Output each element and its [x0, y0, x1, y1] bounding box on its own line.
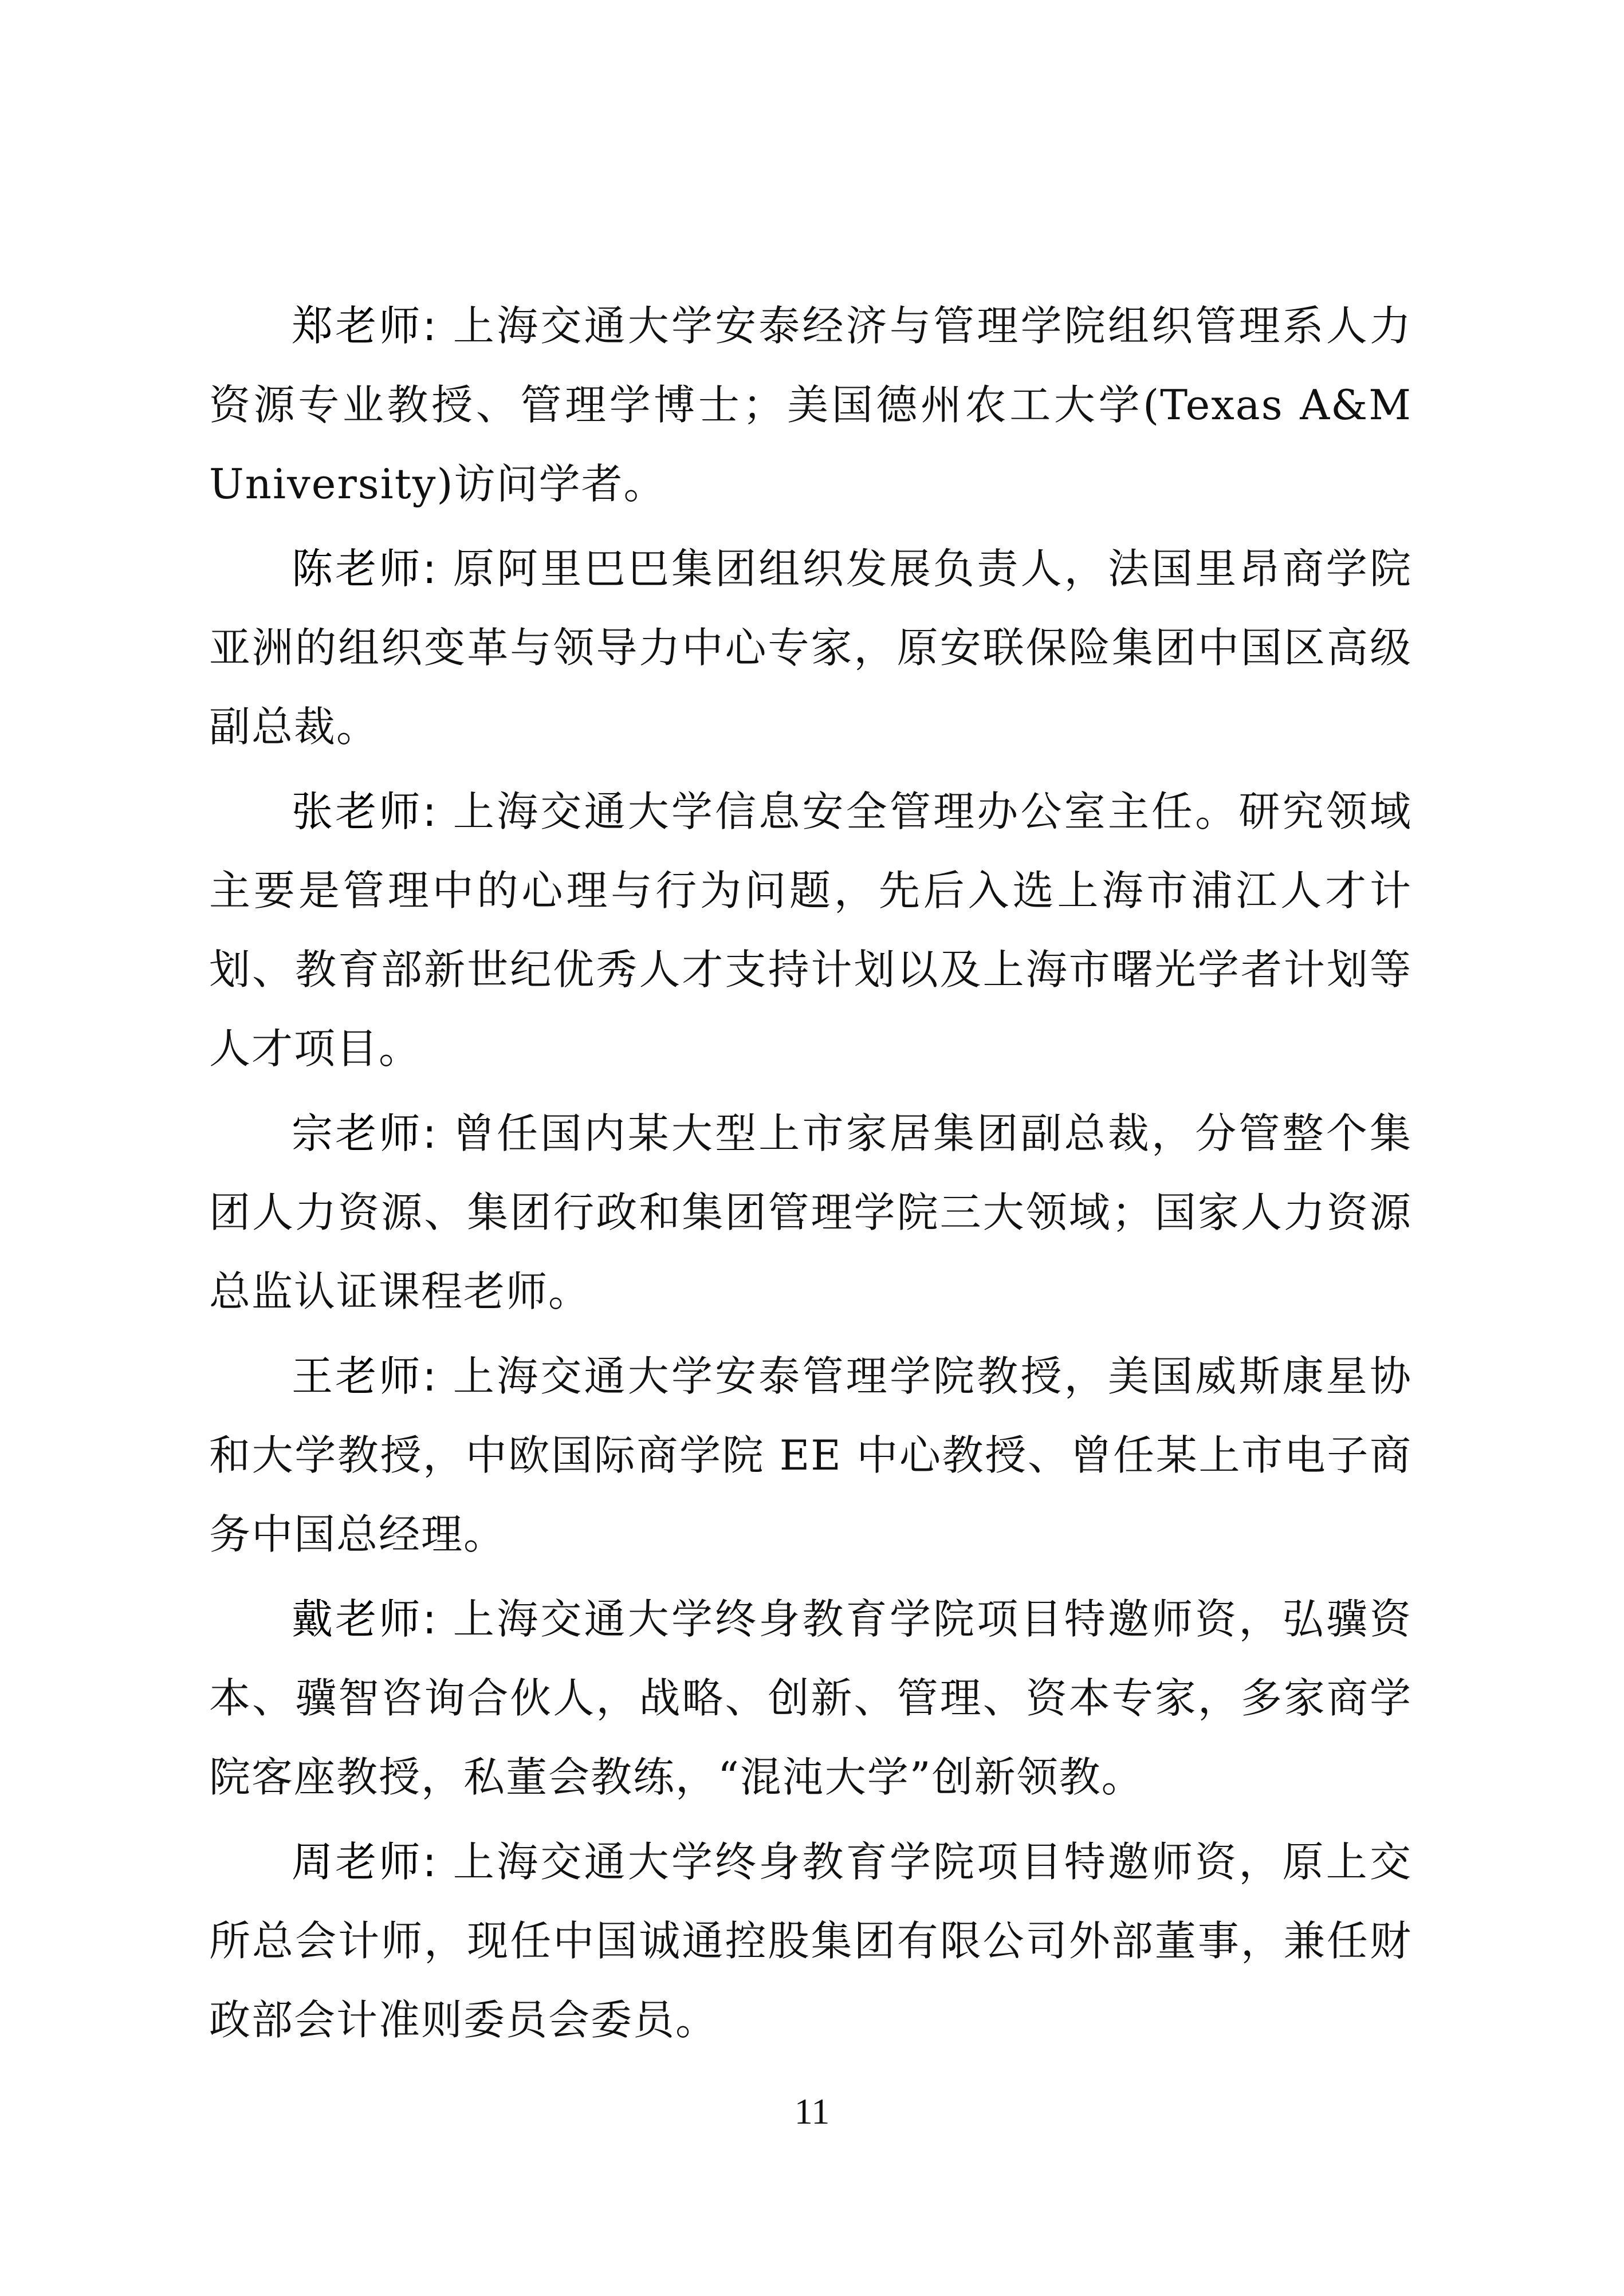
instructor-entry-zhang: [209, 772, 1412, 1088]
instructor-bio: 原阿里巴巴集团组织发展负责人，法国里昂商学院亚洲的组织变革与领导力中心专家，原安联保险集团中国区高级副总裁。: [209, 545, 1412, 751]
instructor-entry-chen: [209, 529, 1412, 766]
instructor-entry-dai: [209, 1580, 1412, 1817]
page-number: 11: [794, 2091, 830, 2132]
instructor-name: 陈老师:: [292, 545, 438, 593]
instructor-entry-zheng: [209, 286, 1412, 523]
instructor-entry-zhou: [209, 1822, 1412, 2059]
instructor-name: 戴老师:: [292, 1595, 438, 1643]
instructor-bio: 上海交通大学终身教育学院项目特邀师资，原上交所总会计师，现任中国诚通控股集团有限公司外部董事，兼任财政部会计准则委员会委员。: [209, 1838, 1412, 2044]
instructor-bio: 上海交通大学信息安全管理办公室主任。研究领域主要是管理中的心理与行为问题，先后入选上海市浦江人才计划、教育部新世纪优秀人才支持计划以及上海市曙光学者计划等人才项目。: [209, 787, 1412, 1073]
instructor-name: 周老师:: [292, 1838, 438, 1886]
instructor-name: 王老师:: [292, 1352, 438, 1400]
instructor-name: 宗老师:: [292, 1109, 438, 1157]
instructor-name: 郑老师:: [292, 302, 438, 350]
instructor-name: 张老师:: [292, 787, 438, 836]
instructor-bio: 上海交通大学终身教育学院项目特邀师资，弘骥资本、骥智咨询合伙人，战略、创新、管理、资本专家，多家商学院客座教授，私董会教练，“混沌大学”创新领教。: [209, 1595, 1412, 1801]
instructor-bio: 上海交通大学安泰管理学院教授，美国威斯康星协和大学教授，中欧国际商学院 EE 中心教授、曾任某上市电子商务中国总经理。: [209, 1352, 1412, 1558]
instructor-entry-wang: [209, 1337, 1412, 1574]
instructor-entry-zong: [209, 1094, 1412, 1331]
instructor-list: [209, 286, 1412, 2065]
instructor-bio: 上海交通大学安泰经济与管理学院组织管理系人力资源专业教授、管理学博士；美国德州农工大学(Texas A&M University)访问学者。: [209, 302, 1412, 508]
instructor-bio: 曾任国内某大型上市家居集团副总裁，分管整个集团人力资源、集团行政和集团管理学院三大领域；国家人力资源总监认证课程老师。: [209, 1109, 1412, 1316]
